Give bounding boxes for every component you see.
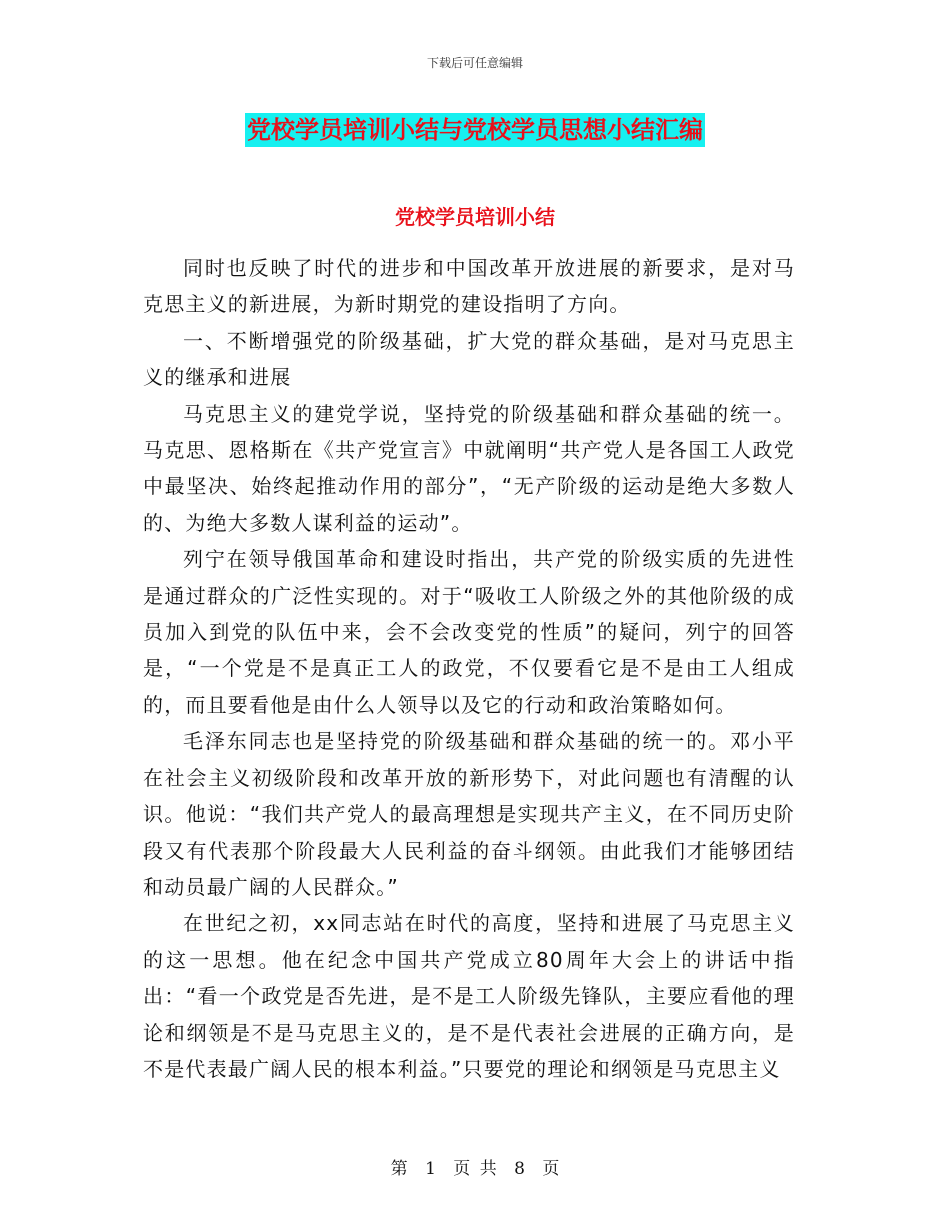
page-footer bbox=[0, 1154, 950, 1179]
footer-page-suffix: 页 bbox=[542, 1159, 560, 1179]
section-title: 党校学员培训小结 bbox=[395, 205, 555, 229]
paragraph: 在世纪之初，xx同志站在时代的高度，坚持和进展了马克思主义的这一思想。他在纪念中国共产党成立80周年大会上的讲话中指出：“看一个政党是否先进，是不是工人阶级先锋队，主要应看他的理论和纲领是不是马克思主义的，是不是代表社会进展的正确方向，是不是代表最广阔人民的根本利益。”只要党的理论和纲领是马克思主义 bbox=[143, 911, 795, 1081]
footer-page-mid: 页 共 bbox=[453, 1159, 497, 1179]
footer-page-number: 1 bbox=[425, 1159, 436, 1179]
paragraph: 一、不断增强党的阶级基础，扩大党的群众基础，是对马克思主义的继承和进展 bbox=[143, 328, 795, 390]
paragraph: 列宁在领导俄国革命和建设时指出，共产党的阶级实质的先进性是通过群众的广泛性实现的。对于“吸收工人阶级之外的其他阶级的成员加入到党的队伍中来，会不会改变党的性质”的疑问，列宁的回答是，“一个党是不是真正工人的政党，不仅要看它是不是由工人组成的，而且要看他是由什么人领导以及它的行动和政治策略如何。 bbox=[143, 547, 795, 717]
document-body bbox=[143, 250, 795, 1087]
paragraph: 马克思主义的建党学说，坚持党的阶级基础和群众基础的统一。马克思、恩格斯在《共产党宣言》中就阐明“共产党人是各国工人政党中最坚决、始终起推动作用的部分”，“无产阶级的运动是绝大多数人的、为绝大多数人谋利益的运动”。 bbox=[143, 401, 795, 535]
paragraph: 毛泽东同志也是坚持党的阶级基础和群众基础的统一的。邓小平在社会主义初级阶段和改革开放的新形势下，对此问题也有清醒的认识。他说：“我们共产党人的最高理想是实现共产主义，在不同历史阶段又有代表那个阶段最大人民利益的奋斗纲领。由此我们才能够团结和动员最广阔的人民群众。” bbox=[143, 729, 795, 899]
footer-page-total: 8 bbox=[514, 1159, 525, 1179]
document-title-container bbox=[0, 113, 950, 147]
header-note: 下载后可任意编辑 bbox=[426, 56, 523, 70]
paragraph: 同时也反映了时代的进步和中国改革开放进展的新要求，是对马克思主义的新进展，为新时期党的建设指明了方向。 bbox=[143, 256, 795, 317]
footer-page-prefix: 第 bbox=[390, 1159, 408, 1179]
document-title: 党校学员培训小结与党校学员思想小结汇编 bbox=[245, 113, 705, 147]
